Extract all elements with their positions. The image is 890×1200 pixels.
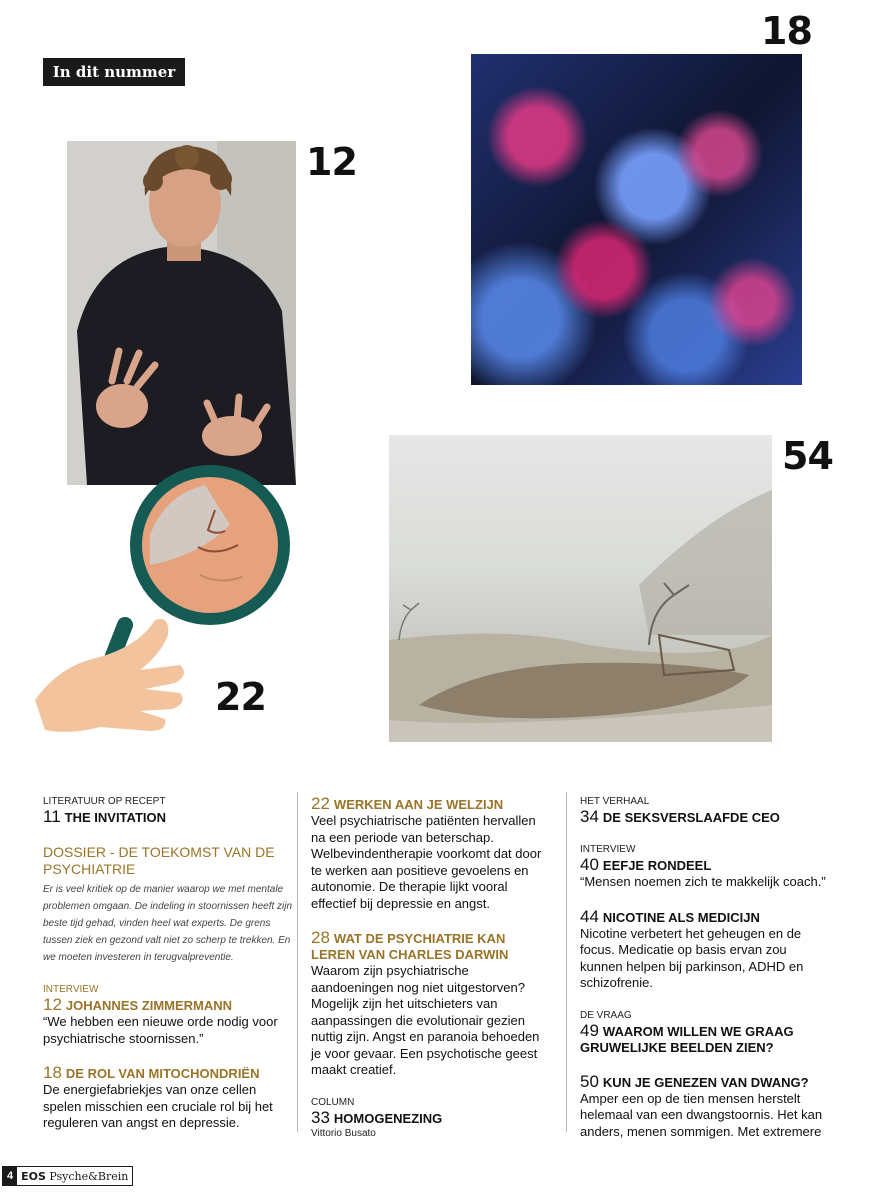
dossier-title[interactable]: DOSSIER - DE TOEKOMST VAN DE PSYCHIATRIE bbox=[43, 844, 275, 877]
article-page-number: 22 bbox=[311, 794, 330, 813]
footer-page-number: 4 bbox=[3, 1167, 17, 1185]
page-footer bbox=[2, 1166, 133, 1186]
article-label: INTERVIEW bbox=[43, 984, 99, 995]
article-heading[interactable] bbox=[43, 809, 293, 826]
contents-column-3 bbox=[580, 796, 830, 1140]
article-summary: Veel psychiatrische patiënten hervallen na een periode van beterschap. Welbevindentherapie voorkomt dat door te werken aan positieve gevoelens en autonomie. De therapie lijkt vooral effectief bij depressie en angst. bbox=[311, 813, 542, 911]
fog-landscape bbox=[389, 435, 772, 742]
article-summary: “We hebben een nieuwe orde nodig voor psychiatrische stoornissen.” bbox=[43, 1014, 278, 1046]
article-page-number: 12 bbox=[43, 995, 62, 1014]
article-title: THE INVITATION bbox=[64, 810, 167, 825]
article-page-number: 28 bbox=[311, 928, 330, 947]
article-label: HET VERHAAL bbox=[580, 796, 650, 807]
portrait-illustration bbox=[67, 141, 296, 485]
article-page-number: 44 bbox=[580, 906, 599, 926]
article-heading[interactable] bbox=[580, 1071, 830, 1091]
article-page-number: 49 bbox=[580, 1020, 599, 1040]
article-title: KUN JE GENEZEN VAN DWANG? bbox=[602, 1074, 809, 1090]
portrait-photo bbox=[67, 141, 296, 485]
article-page-number: 50 bbox=[580, 1071, 599, 1091]
article-summary: Amper een op de tien mensen herstelt helemaal van een dwangstoornis. Het kan anders, menen sommigen. Met extremere bbox=[580, 1090, 823, 1139]
column-divider bbox=[297, 792, 298, 1132]
article-summary: Waarom zijn psychiatrische aandoeningen nog niet uitgestorven? Mogelijk zijn het uitschieters van aanpassingen die evolutionair gezien nuttig zijn. Angst en paranoia behoeden je voor gevaar. Een psychotische geest maakt creatief. bbox=[311, 963, 540, 1077]
footer-brand: EOS bbox=[21, 1169, 46, 1183]
foggy-road-photo bbox=[389, 435, 772, 742]
article-author: Vittorio Busato bbox=[311, 1127, 376, 1139]
article-label: LITERATUUR OP RECEPT bbox=[43, 796, 166, 807]
article-heading[interactable] bbox=[580, 906, 830, 926]
page-number-22: 22 bbox=[215, 675, 266, 719]
page-number-12: 12 bbox=[306, 140, 357, 184]
article-heading[interactable] bbox=[43, 1065, 293, 1082]
microscopy-photo bbox=[471, 54, 802, 385]
article-label: INTERVIEW bbox=[580, 844, 636, 855]
footer-magazine-name: Psyche&Brein bbox=[49, 1169, 129, 1183]
contents-column-1 bbox=[43, 796, 293, 1132]
article-summary: “Mensen noemen zich te makkelijk coach.” bbox=[580, 874, 826, 889]
article-title: JOHANNES ZIMMERMANN bbox=[65, 998, 233, 1013]
section-badge: In dit nummer bbox=[43, 58, 185, 86]
article-page-number: 40 bbox=[580, 855, 599, 874]
article-page-number: 11 bbox=[43, 807, 61, 826]
article-heading[interactable] bbox=[311, 796, 551, 813]
article-heading[interactable] bbox=[311, 1107, 551, 1127]
contents-column-2 bbox=[311, 796, 551, 1141]
article-page-number: 34 bbox=[580, 807, 599, 826]
article-title: WAAROM WILLEN WE GRAAG GRUWELIJKE BEELDEN ZIEN? bbox=[580, 1023, 794, 1055]
hand-mirror-illustration bbox=[30, 465, 300, 755]
article-page-number: 18 bbox=[43, 1063, 62, 1082]
article-title: EEFJE RONDEEL bbox=[602, 858, 712, 873]
article-title: HOMOGENEZING bbox=[333, 1110, 443, 1126]
article-heading[interactable] bbox=[43, 997, 293, 1014]
article-heading[interactable] bbox=[311, 930, 551, 963]
article-label: COLUMN bbox=[311, 1096, 355, 1108]
article-title: WERKEN AAN JE WELZIJN bbox=[333, 797, 504, 812]
article-title: DE ROL VAN MITOCHONDRIËN bbox=[65, 1066, 260, 1081]
article-summary: De energiefabriekjes van onze cellen spelen misschien een cruciale rol bij het reguleren van angst en depressie. bbox=[43, 1082, 273, 1130]
article-label: DE VRAAG bbox=[580, 1009, 632, 1021]
footer-magazine bbox=[17, 1170, 132, 1183]
article-summary: Nicotine verbetert het geheugen en de focus. Medicatie op basis ervan zou kunnen helpen bij parkinson, ADHD en schizofrenie. bbox=[580, 925, 804, 990]
article-title: WAT DE PSYCHIATRIE KAN LEREN VAN CHARLES DARWIN bbox=[311, 931, 509, 962]
article-title: DE SEKSVERSLAAFDE CEO bbox=[602, 810, 780, 825]
article-page-number: 33 bbox=[311, 1107, 330, 1127]
article-title: NICOTINE ALS MEDICIJN bbox=[602, 909, 760, 925]
article-heading[interactable] bbox=[580, 857, 830, 874]
dossier-intro: Er is veel kritiek op de manier waarop we met mentale problemen omgaan. De indeling in stoornissen heeft zijn beste tijd gehad, vinden heel wat experts. De grens tussen ziek en gezond valt niet zo scherp te trekken. En we moeten investeren in terugvalpreventie. bbox=[43, 884, 293, 963]
column-divider bbox=[566, 792, 567, 1132]
article-heading[interactable] bbox=[580, 1020, 830, 1056]
page-number-54: 54 bbox=[782, 434, 833, 478]
article-heading[interactable] bbox=[580, 809, 830, 826]
page-number-18: 18 bbox=[761, 9, 812, 53]
